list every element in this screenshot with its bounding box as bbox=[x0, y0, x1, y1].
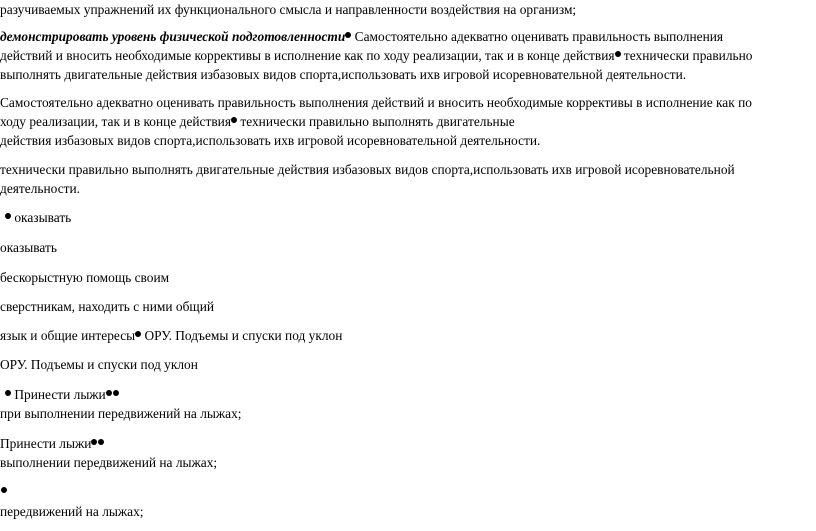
text-span: технически правильно выполнять двигательные bbox=[237, 114, 515, 129]
text-line bbox=[0, 48, 752, 64]
text-span: Принести лыжи bbox=[11, 387, 106, 402]
text-line bbox=[0, 387, 119, 403]
text-line bbox=[0, 484, 7, 500]
bold-italic-phrase: демонстрировать уровень физической подготовленности bbox=[0, 29, 346, 44]
bullet-icon bbox=[98, 439, 104, 445]
text-line bbox=[0, 328, 342, 344]
text-span: ОРУ. Подъемы и спуски под уклон bbox=[141, 328, 343, 343]
bullet-icon bbox=[1, 487, 7, 493]
text-line bbox=[0, 436, 104, 452]
bullet-icon bbox=[106, 390, 112, 396]
text-line: Самостоятельно адекватно оценивать правильность выполнения действий и вносить необходимые коррективы в исполнение как по bbox=[0, 95, 752, 110]
bullet-icon bbox=[113, 390, 119, 396]
text-line: бескорыстную помощь своим bbox=[0, 270, 170, 285]
text-span: действий и вносить необходимые коррективы в исполнение как по ходу реализации, так и в конце действия bbox=[0, 48, 615, 63]
text-line: передвижений на лыжах; bbox=[0, 504, 144, 519]
text-line: выполнении передвижений на лыжах; bbox=[0, 455, 218, 470]
text-line bbox=[0, 114, 515, 130]
text-line: деятельности. bbox=[0, 181, 81, 196]
text-line: при выполнении передвижений на лыжах; bbox=[0, 406, 242, 421]
text-line: действия избазовых видов спорта,использовать ихв игровой исоревновательной деятельности. bbox=[0, 133, 541, 148]
text-line: ОРУ. Подъемы и спуски под уклон bbox=[0, 357, 198, 372]
text-line: сверстникам, находить с ними общий bbox=[0, 299, 215, 314]
text-span: технически правильно bbox=[620, 48, 753, 63]
text-line bbox=[0, 29, 723, 45]
bullet-icon bbox=[91, 439, 97, 445]
text-line: выполнять двигательные действия избазовых видов спорта,использовать ихв игровой исоревновательной деятельности. bbox=[0, 67, 687, 82]
text-line: технически правильно выполнять двигательные действия избазовых видов спорта,использовать ихв игровой исоревновательной bbox=[0, 162, 735, 177]
text-span: язык и общие интересы bbox=[0, 328, 136, 343]
text-span: Самостоятельно адекватно оценивать правильность выполнения bbox=[351, 29, 724, 44]
text-span: оказывать bbox=[11, 210, 72, 225]
text-line: оказывать bbox=[0, 240, 57, 255]
text-line bbox=[0, 210, 71, 226]
text-span: Принести лыжи bbox=[0, 436, 92, 451]
text-span: ходу реализации, так и в конце действия bbox=[0, 114, 231, 129]
text-line: разучиваемых упражнений их функционального смысла и направленности воздействия на организм; bbox=[0, 2, 577, 17]
